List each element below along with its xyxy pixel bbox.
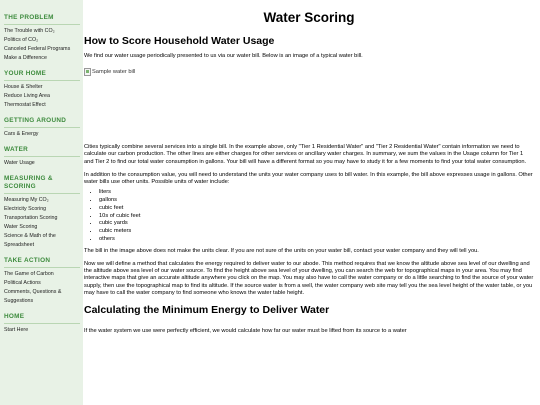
sidebar-section [4, 257, 80, 306]
sidebar-heading: TAKE ACTION [4, 257, 80, 268]
unit-list-item: • cubic feet [99, 205, 534, 213]
unit-list-item: • 10s of cubic feet [99, 213, 534, 221]
intro-paragraph: We find our water usage periodically presented to us via our water bill. Below is an image of a typical water bill. [84, 53, 363, 59]
sidebar-link[interactable]: Measuring My CO₂ [4, 197, 49, 203]
sidebar-link[interactable]: Cars & Energy [4, 131, 39, 137]
sidebar-link[interactable]: Political Actions [4, 280, 41, 286]
sidebar-link[interactable]: Science & Math of the Spreadsheet [4, 233, 56, 248]
section-heading-scoring: How to Score Household Water Usage [84, 35, 275, 47]
sidebar-link[interactable]: Reduce Living Area [4, 93, 50, 99]
sidebar-section [4, 117, 80, 139]
main-content [84, 0, 534, 405]
sidebar-section [4, 313, 80, 335]
unit-list-item: • cubic meters [99, 228, 534, 236]
paragraph-units: In addition to the consumption value, you will need to understand the units your water company uses to bill water. In this example, the bill above expresses usage in gallons. Other water bills use other units. Possible units of water include: [84, 171, 533, 186]
units-list [84, 189, 534, 244]
sidebar-heading: THE PROBLEM [4, 14, 80, 25]
sidebar-heading: HOME [4, 313, 80, 324]
sidebar-link[interactable]: The Game of Carbon [4, 271, 54, 277]
section-heading-minimum-energy: Calculating the Minimum Energy to Deliver Water [84, 304, 330, 317]
unit-list-item: • liters [99, 189, 534, 197]
sidebar-link[interactable]: Start Here [4, 327, 29, 333]
sidebar-heading: WATER [4, 146, 80, 157]
page-title: Water Scoring [263, 10, 355, 25]
paragraph-units-unclear: The bill in the image above does not make the units clear. If you are not sure of the units on your water bill, contact your water company and they will tell you. [84, 247, 479, 254]
sidebar-nav [0, 0, 83, 405]
sidebar-section [4, 70, 80, 110]
water-bill-image [84, 67, 534, 76]
sidebar-heading: GETTING AROUND [4, 117, 80, 128]
unit-list-item: • others [99, 236, 534, 244]
sidebar-link[interactable]: Comments, Questions & Suggestions [4, 289, 62, 304]
image-alt-text: Sample water bill [92, 68, 136, 75]
sidebar-heading: MEASURING & SCORING [4, 175, 80, 194]
sidebar-section [4, 14, 80, 63]
sidebar-link[interactable]: Water Scoring [4, 224, 38, 230]
paragraph-combined-services: Cities typically combine several services into a single bill. In the example above, only "Tier 1 Residential Water" and "Tier 2 Residential Water" contain information we need to calculate our carbon production. The other lines are either charges for other services or ancillary water charges. In summary, we sum the values in the Usage column for Tier 1 and Tier 2 to find our total water consumption in gallons. Your bill will have a different format so you may have to study it for a few moments to find your total water consumption. [84, 144, 527, 165]
sidebar-section [4, 146, 80, 168]
sidebar-link[interactable]: Thermostat Effect [4, 102, 46, 108]
sidebar-link[interactable]: Canceled Federal Programs [4, 46, 71, 52]
sidebar-link[interactable]: The Trouble with CO₂ [4, 28, 55, 34]
paragraph-method: Now we will define a method that calculates the energy required to deliver water to our abode. This method requires that we know the altitude above sea level of our dwelling and the altitude above sea level of our water source. To find the height above sea level of your dwelling, you can search the web for topographical maps in your area. You may find interactive maps that give an accurate altitude anywhere you click on the map. You may also have to call the water company or do a little searching to find the source of your water supply, then use the topographical map to find its altitude. If the source water is from a well, the water company web site may tell you the sea level height of the water table, or you may have to call the water company to find someone who knows the water table height. [84, 261, 534, 296]
broken-image-icon [84, 68, 91, 76]
unit-list-item: • cubic yards [99, 220, 534, 228]
sidebar-section [4, 175, 80, 250]
sidebar-heading: YOUR HOME [4, 70, 80, 81]
sidebar-link[interactable]: Water Usage [4, 160, 35, 166]
sidebar-link[interactable]: Transportation Scoring [4, 215, 58, 221]
sidebar-link[interactable]: Politics of CO₂ [4, 37, 39, 43]
unit-list-item: • gallons [99, 197, 534, 205]
sidebar-link[interactable]: Electricity Scoring [4, 206, 47, 212]
sidebar-link[interactable]: House & Shelter [4, 84, 43, 90]
sidebar-link[interactable]: Make a Difference [4, 55, 47, 61]
paragraph-efficiency: If the water system we use were perfectly efficient, we would calculate how far our water must be lifted from its source to a water [84, 328, 407, 335]
image-placeholder-space [84, 76, 534, 138]
